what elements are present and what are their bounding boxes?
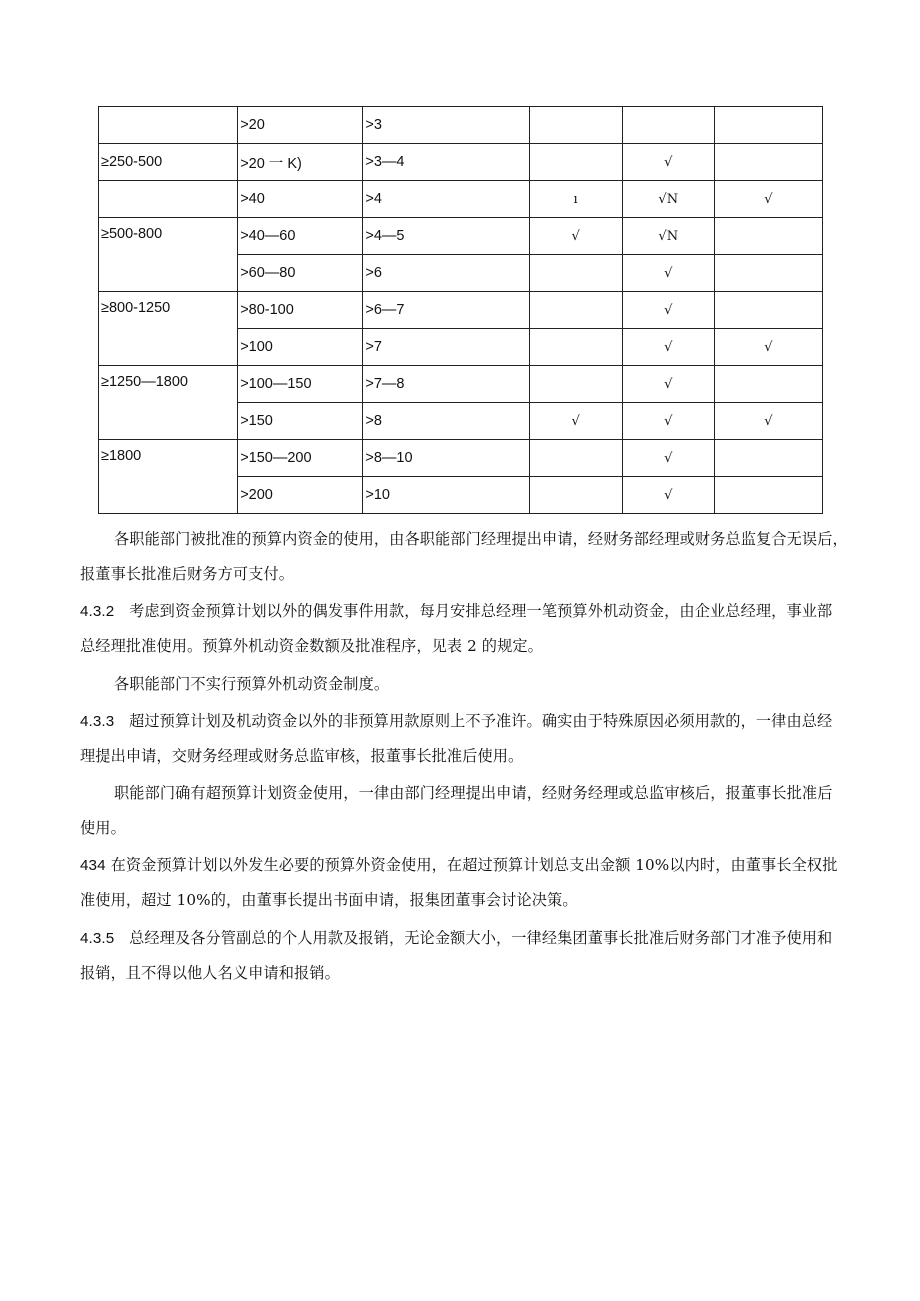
check-cell: √ (529, 403, 622, 440)
range-cell: ≥500-800 (99, 218, 238, 292)
check-cell: √N (622, 218, 714, 255)
paragraph-line: 总经理批准使用。预算外机动资金数额及批准程序，见表 2 的规定。 (80, 637, 543, 655)
range-cell (99, 181, 238, 218)
paragraph-line: 报销，且不得以他人名义申请和报销。 (80, 964, 340, 982)
check-cell: √ (622, 440, 714, 477)
check-cell: √ (714, 403, 822, 440)
check-cell: √ (622, 292, 714, 329)
paragraph-text: 超过预算计划及机动资金以外的非预算用款原则上不予准许。确实由于特殊原因必须用款的，一律由总经 (129, 712, 833, 730)
check-cell: √ (529, 218, 622, 255)
paragraph-line: 报董事长批准后财务方可支付。 (80, 565, 295, 583)
amount-cell: >100—150 (238, 366, 363, 403)
check-cell (714, 218, 822, 255)
table-row (99, 107, 823, 144)
paragraph-line (80, 848, 862, 883)
check-cell (714, 107, 822, 144)
check-cell (529, 440, 622, 477)
check-cell (714, 477, 822, 514)
range-cell: ≥250-500 (99, 144, 238, 181)
ratio-cell: >8—10 (363, 440, 529, 477)
check-cell: √ (714, 181, 822, 218)
check-cell: √ (622, 144, 714, 181)
amount-cell: >40—60 (238, 218, 363, 255)
amount-cell: >40 (238, 181, 363, 218)
amount-cell: >100 (238, 329, 363, 366)
check-cell (529, 366, 622, 403)
check-cell (714, 440, 822, 477)
paragraph-line: 使用。 (80, 819, 126, 837)
table-row (99, 440, 823, 477)
ratio-cell: >3 (363, 107, 529, 144)
paragraph-budget-usage (80, 522, 862, 592)
ratio-cell: >4 (363, 181, 529, 218)
ratio-cell: >4—5 (363, 218, 529, 255)
paragraph-line (80, 704, 862, 739)
check-cell: √ (622, 366, 714, 403)
range-cell (99, 107, 238, 144)
table-row (99, 181, 823, 218)
ratio-cell: >8 (363, 403, 529, 440)
range-cell: ≥1250—1800 (99, 366, 238, 440)
check-cell: √ (622, 477, 714, 514)
check-cell: √ (622, 403, 714, 440)
check-cell: ı (529, 181, 622, 218)
ratio-cell: >3—4 (363, 144, 529, 181)
section-number: 434 (80, 857, 106, 874)
check-cell (714, 292, 822, 329)
amount-cell: >60—80 (238, 255, 363, 292)
paragraph-text: 在资金预算计划以外发生必要的预算外资金使用，在超过预算计划总支出金额 10%以内时，由董事长全权批 (110, 856, 838, 874)
table-row (99, 292, 823, 329)
paragraph-line: 各职能部门被批准的预算内资金的使用，由各职能部门经理提出申请，经财务部经理或财务总监复合无误后， (114, 530, 848, 548)
paragraph-4-3-5 (80, 921, 862, 991)
check-cell (622, 107, 714, 144)
paragraph-line (80, 594, 862, 629)
paragraph-line: 理提出申请，交财务经理或财务总监审核，报董事长批准后使用。 (80, 747, 524, 765)
paragraph-line: 各职能部门不实行预算外机动资金制度。 (114, 675, 390, 693)
check-cell: √ (622, 329, 714, 366)
check-cell (529, 329, 622, 366)
amount-cell: >150 (238, 403, 363, 440)
paragraph-text: 考虑到资金预算计划以外的偶发事件用款，每月安排总经理一笔预算外机动资金，由企业总经理，事业部 (129, 602, 833, 620)
paragraph-line: 职能部门确有超预算计划资金使用，一律由部门经理提出申请，经财务经理或总监审核后，报董事长批准后 (114, 784, 833, 802)
check-cell: √ (714, 329, 822, 366)
check-cell (529, 477, 622, 514)
paragraph-no-contingency (80, 667, 862, 702)
check-cell (714, 366, 822, 403)
amount-cell: >20 (238, 107, 363, 144)
amount-cell: >200 (238, 477, 363, 514)
check-cell (714, 255, 822, 292)
ratio-cell: >7 (363, 329, 529, 366)
range-cell: ≥800-1250 (99, 292, 238, 366)
ratio-cell: >10 (363, 477, 529, 514)
table-row (99, 218, 823, 255)
amount-cell: >80-100 (238, 292, 363, 329)
check-cell: √ (622, 255, 714, 292)
paragraph-line: 准使用，超过 10%的，由董事长提出书面申请，报集团董事会讨论决策。 (80, 891, 578, 909)
section-number: 4.3.3 (80, 713, 115, 730)
paragraph-over-budget (80, 776, 862, 846)
amount-cell: >150—200 (238, 440, 363, 477)
section-number: 4.3.2 (80, 603, 115, 620)
paragraph-4-3-2 (80, 594, 862, 664)
paragraph-line (80, 921, 862, 956)
paragraph-4-3-4 (80, 848, 862, 918)
check-cell (714, 144, 822, 181)
ratio-cell: >6—7 (363, 292, 529, 329)
table-row (99, 144, 823, 181)
check-cell: √N (622, 181, 714, 218)
paragraph-4-3-3 (80, 704, 862, 774)
range-cell: ≥1800 (99, 440, 238, 514)
section-number: 4.3.5 (80, 930, 115, 947)
paragraph-text: 总经理及各分管副总的个人用款及报销，无论金额大小，一律经集团董事长批准后财务部门才准予使用和 (129, 929, 833, 947)
check-cell (529, 144, 622, 181)
table-row (99, 366, 823, 403)
check-cell (529, 107, 622, 144)
amount-cell: >20 一 K) (238, 144, 363, 181)
ratio-cell: >7—8 (363, 366, 529, 403)
approval-table (98, 106, 823, 514)
ratio-cell: >6 (363, 255, 529, 292)
check-cell (529, 255, 622, 292)
check-cell (529, 292, 622, 329)
